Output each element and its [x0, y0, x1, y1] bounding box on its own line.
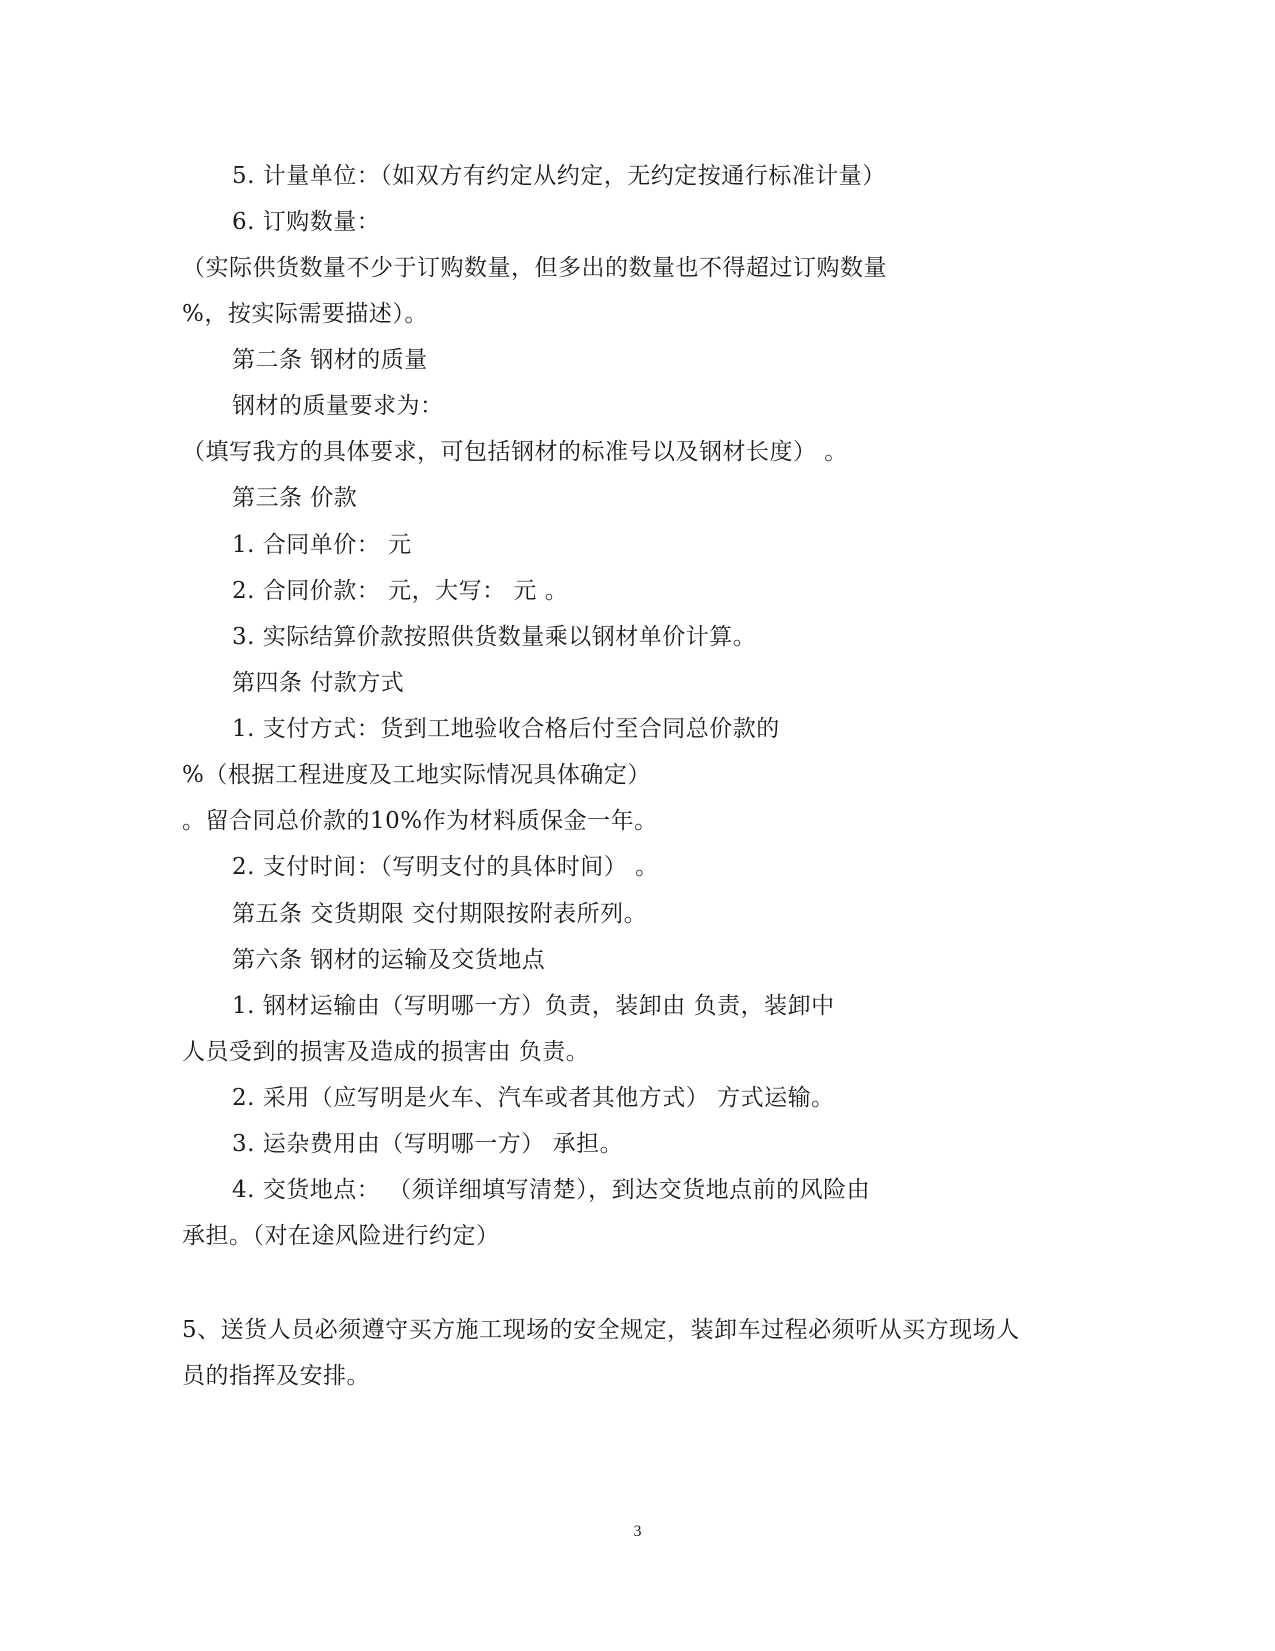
- text-line: 1. 合同单价： 元: [232, 532, 412, 558]
- text-line: 6. 订购数量：: [232, 209, 381, 235]
- section-heading: 第三条 价款: [232, 485, 358, 511]
- text-line: 3. 实际结算价款按照供货数量乘以钢材单价计算。: [232, 624, 757, 650]
- text-line: 2. 采用（应写明是火车、汽车或者其他方式） 方式运输。: [232, 1085, 835, 1111]
- text-line: 。留合同总价款的10%作为材料质保金一年。: [182, 808, 658, 834]
- section-heading: 第二条 钢材的质量: [232, 347, 428, 373]
- text-line: 承担。（对在途风险进行约定）: [182, 1223, 500, 1249]
- text-line: 5、送货人员必须遵守买方施工现场的安全规定，装卸车过程必须听从买方现场人: [182, 1317, 1020, 1343]
- text-line: 5. 计量单位：（如双方有约定从约定，无约定按通行标准计量）: [232, 163, 886, 189]
- text-line: 人员受到的损害及造成的损害由 负责。: [182, 1039, 590, 1065]
- section-heading: 第五条 交货期限 交付期限按附表所列。: [232, 901, 648, 927]
- text-line: %（根据工程进度及工地实际情况具体确定）: [182, 762, 651, 788]
- text-line: （实际供货数量不少于订购数量，但多出的数量也不得超过订购数量: [182, 255, 887, 281]
- text-line: %，按实际需要描述）。: [182, 301, 428, 327]
- text-line: 3. 运杂费用由（写明哪一方） 承担。: [232, 1131, 624, 1157]
- text-line: 1. 钢材运输由（写明哪一方）负责，装卸由 负责，装卸中: [232, 993, 835, 1019]
- text-line: 钢材的质量要求为：: [232, 393, 444, 419]
- text-line: （填写我方的具体要求，可包括钢材的标准号以及钢材长度） 。: [182, 439, 848, 465]
- text-line: 2. 支付时间：（写明支付的具体时间） 。: [232, 854, 659, 880]
- text-line: 员的指挥及安排。: [182, 1363, 370, 1389]
- text-line: 2. 合同价款： 元，大写： 元 。: [232, 578, 569, 604]
- section-heading: 第六条 钢材的运输及交货地点: [232, 947, 546, 973]
- section-heading: 第四条 付款方式: [232, 670, 405, 696]
- text-line: 4. 交货地点： （须详细填写清楚），到达交货地点前的风险由: [232, 1177, 871, 1203]
- text-line: 1. 支付方式：货到工地验收合格后付至合同总价款的: [232, 716, 780, 742]
- page-number: 3: [633, 1523, 642, 1540]
